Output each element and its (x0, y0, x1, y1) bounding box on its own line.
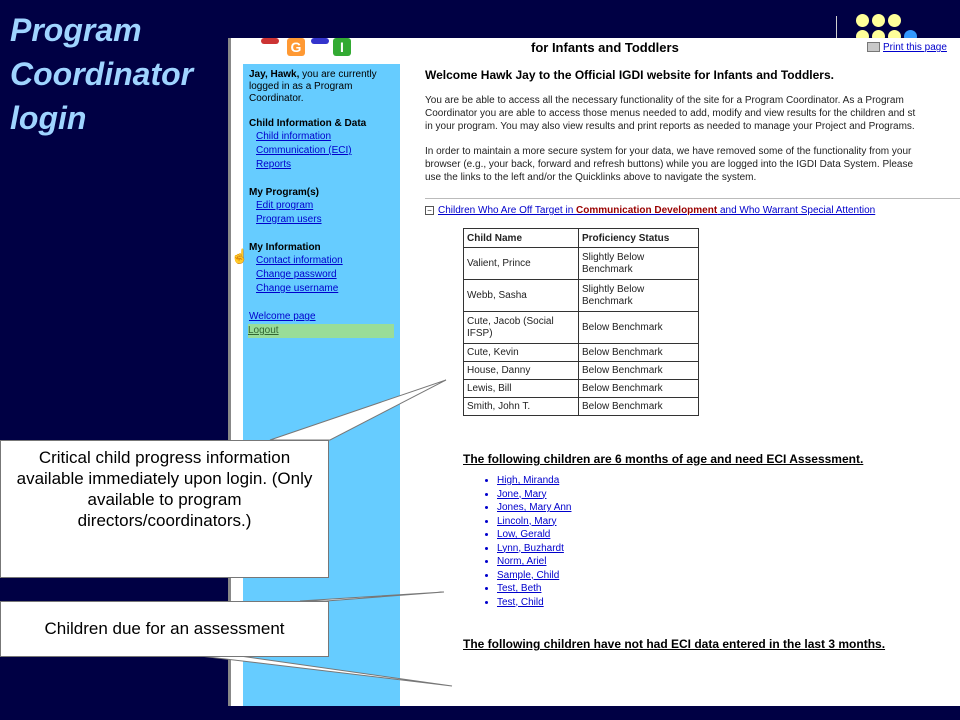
child-name-cell: Webb, Sasha (464, 280, 579, 312)
login-name: Jay, Hawk, (249, 69, 300, 80)
sidebar-link-welcome[interactable]: Welcome page (249, 311, 316, 322)
proficiency-cell: Below Benchmark (579, 312, 699, 344)
site-brand: for Infants and Toddlers (531, 40, 679, 55)
intro-line: Coordinator you are able to access those menus needed to add, modify and view results for the children and st (425, 108, 916, 119)
section-my-information: My Information (249, 242, 321, 253)
logo-block-i: I (333, 38, 351, 56)
security-line: use the links to the left and/or the Quicklinks above to navigate the system. (425, 172, 757, 183)
due-child-link[interactable]: • Low, Gerald (497, 528, 960, 542)
column-header-child-name: Child Name (464, 229, 579, 248)
sidebar-link-contact-information[interactable]: Contact information (256, 255, 343, 266)
sidebar-link-edit-program[interactable]: Edit program (256, 200, 314, 211)
sidebar-link-communication[interactable]: Communication (ECI) (256, 145, 352, 156)
login-rest: you are currently logged in as a Program Coordinator. (249, 69, 377, 104)
hand-cursor-icon: ☝ (231, 248, 249, 264)
child-name-cell: Smith, John T. (464, 398, 579, 416)
section-my-programs: My Program(s) (249, 187, 320, 198)
due-child-link[interactable]: • High, Miranda (497, 474, 960, 488)
off-target-link[interactable]: Children Who Are Off Target in Communication Development and Who Warrant Special Attention (438, 205, 876, 216)
sidebar-link-change-username[interactable]: Change username (256, 283, 339, 294)
callout-due-assessment: Children due for an assessment (0, 601, 329, 657)
column-header-proficiency: Proficiency Status (579, 229, 699, 248)
due-child-link[interactable]: • Norm, Ariel (497, 555, 960, 569)
intro-line: You are be able to access all the necessary functionality of the site for a Program Coordinator. As a Program (425, 95, 904, 106)
due-child-link[interactable]: • Jones, Mary Ann (497, 501, 960, 515)
proficiency-cell: Slightly Below Benchmark (579, 280, 699, 312)
welcome-heading: Welcome Hawk Jay to the Official IGDI website for Infants and Toddlers. (425, 68, 834, 82)
child-name-cell: Lewis, Bill (464, 380, 579, 398)
proficiency-cell: Below Benchmark (579, 362, 699, 380)
security-line: In order to maintain a more secure system for your data, we have removed some of the functionality from your (425, 146, 912, 157)
no-data-heading: The following children have not had ECI data entered in the last 3 months. (463, 637, 886, 651)
sidebar-link-child-information[interactable]: Child information (256, 131, 332, 142)
print-link[interactable]: Print this page (883, 42, 947, 53)
security-line: browser (e.g., your back, forward and refresh buttons) while you are logged into the IGDI Data System. Please (425, 159, 914, 170)
due-child-link[interactable]: • Test, Beth (497, 582, 960, 596)
slide-title: Program Coordinator login (10, 12, 194, 136)
sidebar-link-reports[interactable]: Reports (256, 159, 292, 170)
due-child-link[interactable]: • Lincoln, Mary (497, 515, 960, 529)
logo-block-g: G (287, 38, 305, 56)
section-child-info: Child Information & Data (249, 118, 367, 129)
child-name-cell: House, Danny (464, 362, 579, 380)
due-heading: The following children are 6 months of age and need ECI Assessment. (463, 452, 864, 466)
sidebar-link-change-password[interactable]: Change password (256, 269, 337, 280)
sidebar-link-logout[interactable]: Logout (248, 324, 394, 338)
due-child-link[interactable]: • Lynn, Buzhardt (497, 542, 960, 556)
child-name-cell: Cute, Kevin (464, 344, 579, 362)
collapse-icon[interactable]: − (425, 206, 434, 215)
intro-line: in your program. You may also view results and print reports as needed to manage your Project and Programs. (425, 121, 915, 132)
proficiency-cell: Below Benchmark (579, 344, 699, 362)
sidebar-link-program-users[interactable]: Program users (256, 214, 322, 225)
child-name-cell: Valient, Prince (464, 248, 579, 280)
proficiency-cell: Below Benchmark (579, 380, 699, 398)
proficiency-cell: Slightly Below Benchmark (579, 248, 699, 280)
due-child-link[interactable]: • Jone, Mary (497, 488, 960, 502)
child-name-cell: Cute, Jacob (Social IFSP) (464, 312, 579, 344)
due-child-link[interactable]: • Test, Child (497, 596, 960, 610)
proficiency-cell: Below Benchmark (579, 398, 699, 416)
callout-critical-progress: Critical child progress information available immediately upon login. (Only available to program directors/coordinators.) (0, 440, 329, 578)
due-child-link[interactable]: • Sample, Child (497, 569, 960, 583)
